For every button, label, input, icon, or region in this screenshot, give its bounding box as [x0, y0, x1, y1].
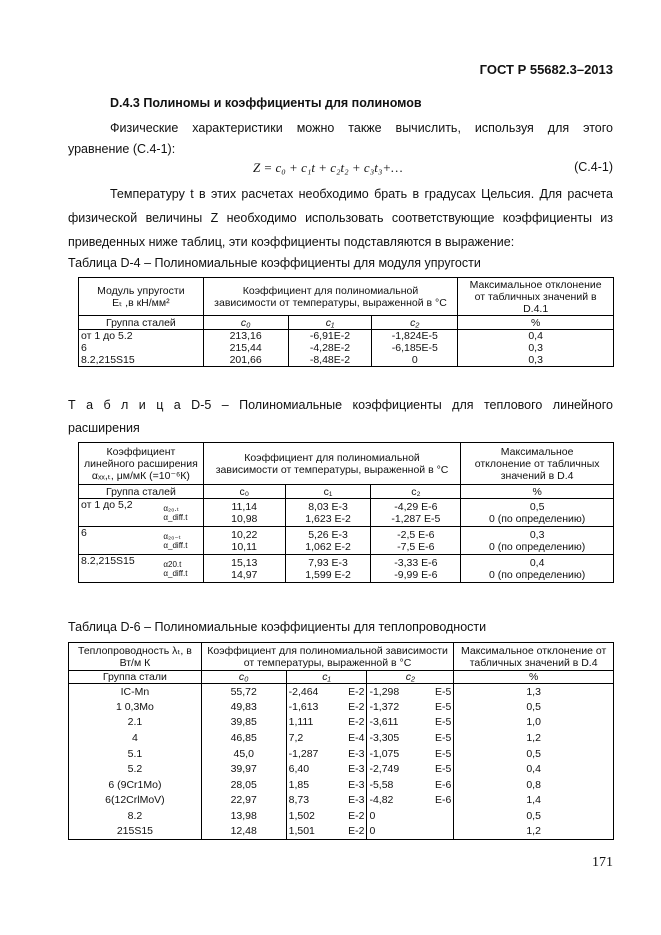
section-title: D.4.3 Полиномы и коэффициенты для полиномов — [110, 96, 422, 110]
t5-sub-c0: c₀ — [203, 485, 285, 499]
t5-header-deviation: Максимальное отклонение от табличных значений в D.4 — [461, 443, 614, 485]
t4-sub-c0: c₀ — [203, 316, 288, 330]
t5-sub-group: Группа сталей — [79, 485, 204, 499]
table-row: 6 215,44 -4,28E-2 -6,185E-5 0,3 — [79, 342, 614, 354]
t6-sub-c2: c₂ — [367, 671, 454, 684]
t5-header-expansion: Коэффициент линейного расширения αₓₓ,ₜ, μм/мК (=10⁻⁶К) — [79, 443, 204, 485]
t4-header-coef: Коэффициент для полиномиальной зависимости от температуры, выраженной в °С — [203, 278, 457, 316]
table-row: 6 (9Cr1Mo) 28,05 1,85 E-3 -5,58 E-6 0,8 — [69, 777, 614, 793]
table-row: 8.2,215S15 201,66 -8,48E-2 0 0,3 — [79, 354, 614, 367]
table-row: 215S15 12,48 1,501 E-2 0 1,2 — [69, 824, 614, 840]
table5-caption-line2: расширения — [68, 421, 140, 435]
t5-sub-pct: % — [461, 485, 614, 499]
table-row: 8.2 13,98 1,502 E-2 0 0,5 — [69, 808, 614, 824]
t4-header-deviation: Максимальное отклонение от табличных значений в D.4.1 — [458, 278, 614, 316]
table5-caption-line1: Т а б л и ц а D-5 – Полиномиальные коэффициенты для теплового линейного — [68, 398, 613, 412]
t6-header-deviation: Максимальное отклонение от табличных значений в D.4 — [454, 643, 614, 671]
t4-sub-pct: % — [458, 316, 614, 330]
table-row: 5.1 45,0 -1,287 E-3 -1,075 E-5 0,5 — [69, 746, 614, 762]
page-number: 171 — [592, 855, 613, 870]
formula: Z = c₀ + c₁t + c₂t₂ + c₃t₃+… — [253, 160, 403, 175]
para2-line3: приведенных ниже таблиц, эти коэффициенты подставляются в выражение: — [68, 235, 515, 249]
t6-header-conductivity: Теплопроводность λₜ, в Вт/м К — [69, 643, 202, 671]
table-d4 — [78, 277, 614, 367]
table-row: 1 0,3Mo 49,83 -1,613 E-2 -1,372 E-5 0,5 — [69, 699, 614, 715]
t5-header-coef: Коэффициент для полиномиальной зависимости от температуры, выраженной в °С — [203, 443, 460, 485]
t5-sub-c2: c₂ — [371, 485, 461, 499]
table-row: 6(12CrlMoV) 22,97 8,73 E-3 -4,82 E-6 1,4 — [69, 793, 614, 809]
document-id: ГОСТ Р 55682.3–2013 — [479, 62, 613, 77]
para2-line2: физической величины Z необходимо использовать соответствующие коэффициенты из — [68, 211, 613, 225]
t6-sub-group: Группа стали — [69, 671, 202, 684]
table-d6 — [68, 642, 614, 840]
table-d5 — [78, 442, 614, 583]
t4-sub-group: Группа сталей — [79, 316, 204, 330]
table-row: от 1 до 5.2 213,16 -6,91E-2 -1,824E-5 0,4 — [79, 330, 614, 343]
t6-sub-pct: % — [454, 671, 614, 684]
table-row: 8.2,215S15 α20.t α_diff.t 15,13 14,97 7,93 E-3 1,599 E-2 -3,33 E-6 -9,99 E-6 0,4 0 (по определению) — [79, 555, 614, 583]
t6-header-coef: Коэффициент для полиномиальной зависимости от температуры, выраженной в °С — [201, 643, 453, 671]
t6-sub-c0: c₀ — [201, 671, 286, 684]
table-row: 2.1 39,85 1,111 E-2 -3,611 E-5 1,0 — [69, 715, 614, 731]
t4-sub-c2: c₂ — [372, 316, 458, 330]
table-row: 4 46,85 7,2 E-4 -3,305 E-5 1,2 — [69, 730, 614, 746]
table-row: 6 α₂₀₋ₜ α_diff.t 10,22 10,11 5,26 E-3 1,062 E-2 -2,5 E-6 -7,5 E-6 0,3 0 (по определению) — [79, 527, 614, 555]
t4-sub-c1: c₁ — [288, 316, 372, 330]
para2-line1: Температуру t в этих расчетах необходимо брать в градусах Цельсия. Для расчета — [110, 187, 613, 201]
t5-sub-c1: c₁ — [285, 485, 371, 499]
table6-caption: Таблица D-6 – Полиномиальные коэффициенты для теплопроводности — [68, 620, 487, 634]
para1-line2: уравнение (С.4-1): — [68, 142, 176, 156]
t4-header-modulus: Модуль упругости Eₜ ,в кН/мм² — [79, 278, 204, 316]
table4-caption: Таблица D-4 – Полиномиальные коэффициенты для модуля упругости — [68, 256, 481, 270]
para1-line1: Физические характеристики можно также вычислить, используя для этого — [110, 121, 613, 135]
table-row: IC-Mn 55,72 -2,464 E-2 -1,298 E-5 1,3 — [69, 684, 614, 700]
t6-sub-c1: c₁ — [286, 671, 367, 684]
table-row: 5.2 39,97 6,40 E-3 -2,749 E-5 0,4 — [69, 761, 614, 777]
table-row: от 1 до 5,2 α₂₀.ₜ α_diff.t 11,14 10,98 8,03 E-3 1,623 E-2 -4,29 E-6 -1,287 E-5 0,5 0 (по определению) — [79, 499, 614, 527]
formula-number: (С.4-1) — [574, 160, 613, 174]
